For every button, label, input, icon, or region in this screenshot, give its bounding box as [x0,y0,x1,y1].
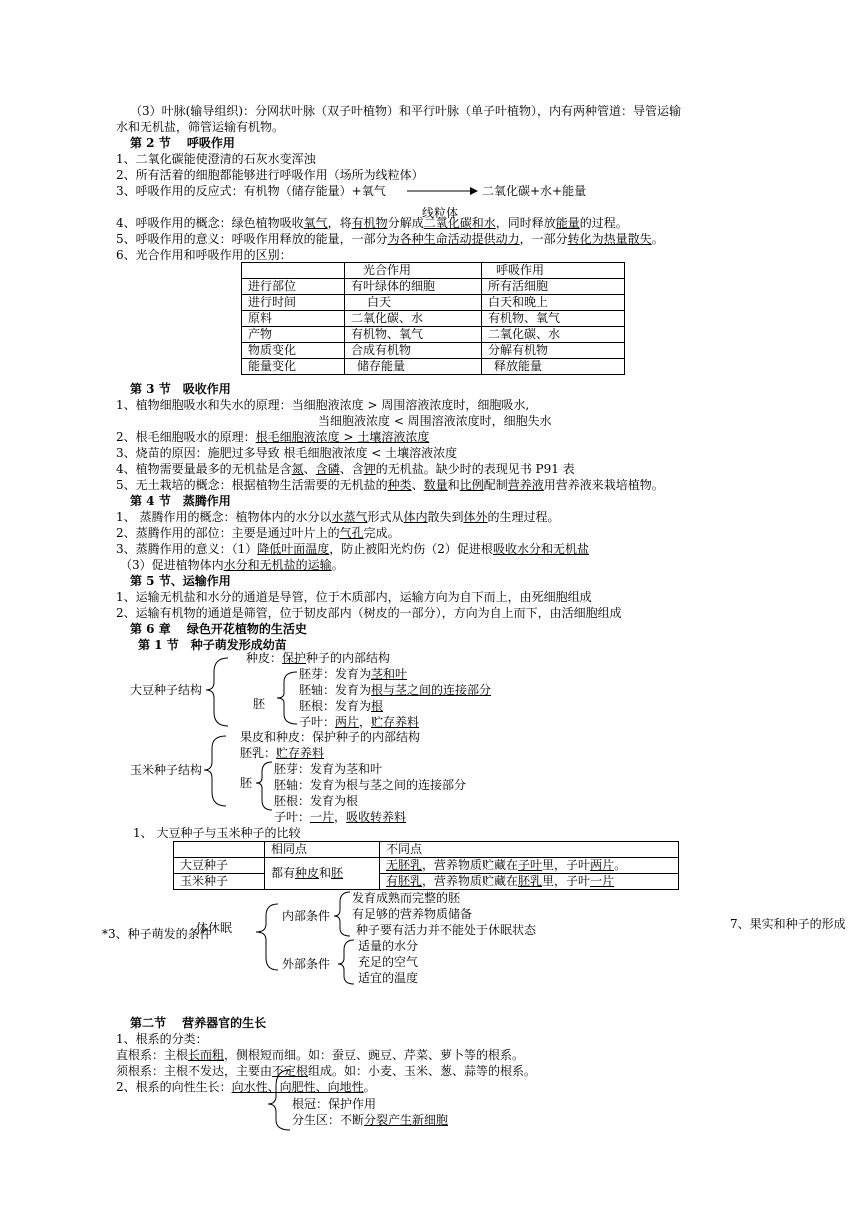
soy-hypocotyl: 胚轴：发育为根与茎之间的连接部分 [299,683,492,697]
section-5-title: 第 5 节、运输作用 [130,574,231,588]
table-row: 玉米种子 有胚乳，营养物质贮藏在胚乳里，子叶一片 [174,874,679,890]
compare-same: 都有种皮和胚 [265,858,380,890]
fruit-seed-formation-note: 7、果实和种子的形成 [730,917,846,931]
table-row: 相同点 不同点 [174,842,679,858]
leaf-vein-line-1: （3）叶脉(输导组织)：分网状叶脉（双子叶植物）和平行叶脉（单子叶植物），内有两种管道：导管运输 [130,104,682,118]
soy-cotyledon: 子叶：两片，贮存养料 [299,715,420,729]
fibrous-root-system: 须根系：主根不发达，主要由不定根组成。如：小麦、玉米、葱、蒜等的根系。 [116,1064,537,1078]
table-row: 物质变化 合成有机物 分解有机物 [242,343,625,359]
s2-item-1: 1、二氧化碳能使澄清的石灰水变浑浊 [116,152,316,166]
table-row: 能量变化 储存能量 释放能量 [242,359,625,375]
root-system-item-1: 1、根系的分类： [116,1032,208,1046]
root-cap: 根冠：保护作用 [292,1097,377,1111]
germ-outer-label: 外部条件 [282,957,331,971]
taproot-system: 直根系：主根长而粗，侧根短而细。如：蚕豆、豌豆、芹菜、萝卜等的根系。 [116,1048,525,1062]
germ-outer-2: 充足的空气 [358,955,419,969]
s3-item-4: 4、植物需要量最多的无机盐是含氮、含磷、含钾的无机盐。缺少时的表现见书 P91 表 [116,462,575,476]
section-4-title: 第 4 节 蒸腾作用 [130,494,231,508]
corn-cotyledon: 子叶：一片，吸收转养料 [274,810,407,824]
s3-item-2: 2、根毛细胞吸水的原理：根毛细胞液浓度 > 土壤溶液浓度 [116,430,430,444]
s2-item-3: 3、呼吸作用的反应式：有机物（储存能量）+氧气 [116,184,386,198]
section-2-title: 第 2 节 呼吸作用 [130,136,235,150]
leaf-vein-line-2: 水和无机盐，筛管运输有机物。 [116,120,285,134]
seed-compare-title: 1、 大豆种子与玉米种子的比较 [133,826,301,840]
compare-corn-diff: 有胚乳，营养物质贮藏在胚乳里，子叶一片 [380,874,679,890]
corn-plumule: 胚芽：发育为茎和叶 [274,762,383,776]
nutritive-organs-title: 第二节 营养器官的生长 [130,1016,267,1030]
corn-coat: 果皮和种皮：保护种子的内部结构 [240,730,421,744]
germ-outer-1: 适量的水分 [358,939,419,953]
meristem-zone: 分生区：不断分裂产生新细胞 [292,1113,449,1127]
s4-item-3b: （3）促进植物体内水分和无机盐的运输。 [120,558,344,572]
chapter-6-title: 第 6 章 绿色开花植物的生活史 [130,622,307,636]
s3-item-3: 3、烧苗的原因：施肥过多导致 根毛细胞液浓度 < 土壤溶液浓度 [116,446,458,460]
table-row: 光合作用 呼吸作用 [242,263,625,279]
s5-item-1: 1、运输无机盐和水分的通道是导管，位于木质部内，运输方向为自下而上，由死细胞组成 [116,590,592,604]
s3-item-5: 5、无土栽培的概念：根据植物生活需要的无机盐的种类、数量和比例配制营养液用营养液来栽培植物。 [116,478,664,492]
s2-item-4: 4、呼吸作用的概念：绿色植物吸收氧气，将有机物分解成二氧化碳和水，同时释放能量的过程。 [116,216,628,230]
compare-soy-diff: 无胚乳，营养物质贮藏在子叶里，子叶两片。 [380,858,679,874]
germ-inner-1: 发育成熟而完整的胚 [352,891,461,905]
soy-seed-coat: 种皮：保护种子的内部结构 [246,651,391,665]
table-row: 大豆种子 都有种皮和胚 无胚乳，营养物质贮藏在子叶里，子叶两片。 [174,858,679,874]
germ-overlap-text: 体休眠 [196,921,233,935]
ch6-section-1-title: 第 1 节 种子萌发形成幼苗 [138,638,287,652]
soy-embryo-label: 胚 [253,697,266,711]
s4-item-2: 2、蒸腾作用的部位：主要是通过叶片上的气孔完成。 [116,526,400,540]
seed-compare-table [173,841,679,890]
germ-inner-label: 内部条件 [282,909,331,923]
corn-endosperm: 胚乳：贮存养料 [240,746,325,760]
table-row: 进行时间 白天 白天和晚上 [242,295,625,311]
corn-hypocotyl: 胚轴：发育为根与茎之间的连接部分 [274,778,467,792]
s4-item-3: 3、蒸腾作用的意义：（1）降低叶面温度，防止被阳光灼伤（2）促进根吸收水分和无机盐 [116,542,589,556]
corn-structure-label: 玉米种子结构 [130,763,203,777]
s3-item-1b: 当细胞液浓度 < 周围溶液浓度时，细胞失水 [318,414,552,428]
s2-item-3-products: 二氧化碳+水+能量 [482,184,587,198]
germ-outer-3: 适宜的温度 [358,971,419,985]
germ-inner-2: 有足够的营养物质储备 [352,907,473,921]
table-row: 产物 有机物、氧气 二氧化碳、水 [242,327,625,343]
corn-radicle: 胚根：发育为根 [274,794,359,808]
soy-radicle: 胚根：发育为根 [299,699,384,713]
soy-plumule: 胚芽：发育为茎和叶 [299,667,408,681]
s4-item-1: 1、 蒸腾作用的概念：植物体内的水分以水蒸气形式从体内散失到体外的生理过程。 [116,510,560,524]
germination-conditions-label: *3、种子萌发的条件 [102,927,212,941]
s2-item-6: 6、光合作用和呼吸作用的区别： [116,248,292,262]
table-row: 原料 二氧化碳、水 有机物、氧气 [242,311,625,327]
soybean-structure-label: 大豆种子结构 [130,683,203,697]
s2-item-2: 2、所有活着的细胞都能够进行呼吸作用（场所为线粒体） [116,168,424,182]
corn-embryo-label: 胚 [240,776,253,790]
s3-item-1a: 1、植物细胞吸水和失水的原理：当细胞液浓度 > 周围溶液浓度时，细胞吸水, [116,398,530,412]
s2-item-5: 5、呼吸作用的意义：呼吸作用释放的能量，一部分为各种生命活动提供动力，一部分转化为热量散失。 [116,232,664,246]
s5-item-2: 2、运输有机物的通道是筛管，位于韧皮部内（树皮的一部分），方向为自上而下，由活细胞组成 [116,606,622,620]
root-growth-direction: 2、根系的向性生长：向水性、向肥性、向地性。 [116,1080,376,1094]
s2-item-3-condition: 线粒体 [422,206,459,220]
table-row: 进行部位 有叶绿体的细胞 所有活细胞 [242,279,625,295]
section-3-title: 第 3 节 吸收作用 [130,382,231,396]
germ-inner-3: 种子要有活力并不能处于休眠状态 [356,923,537,937]
